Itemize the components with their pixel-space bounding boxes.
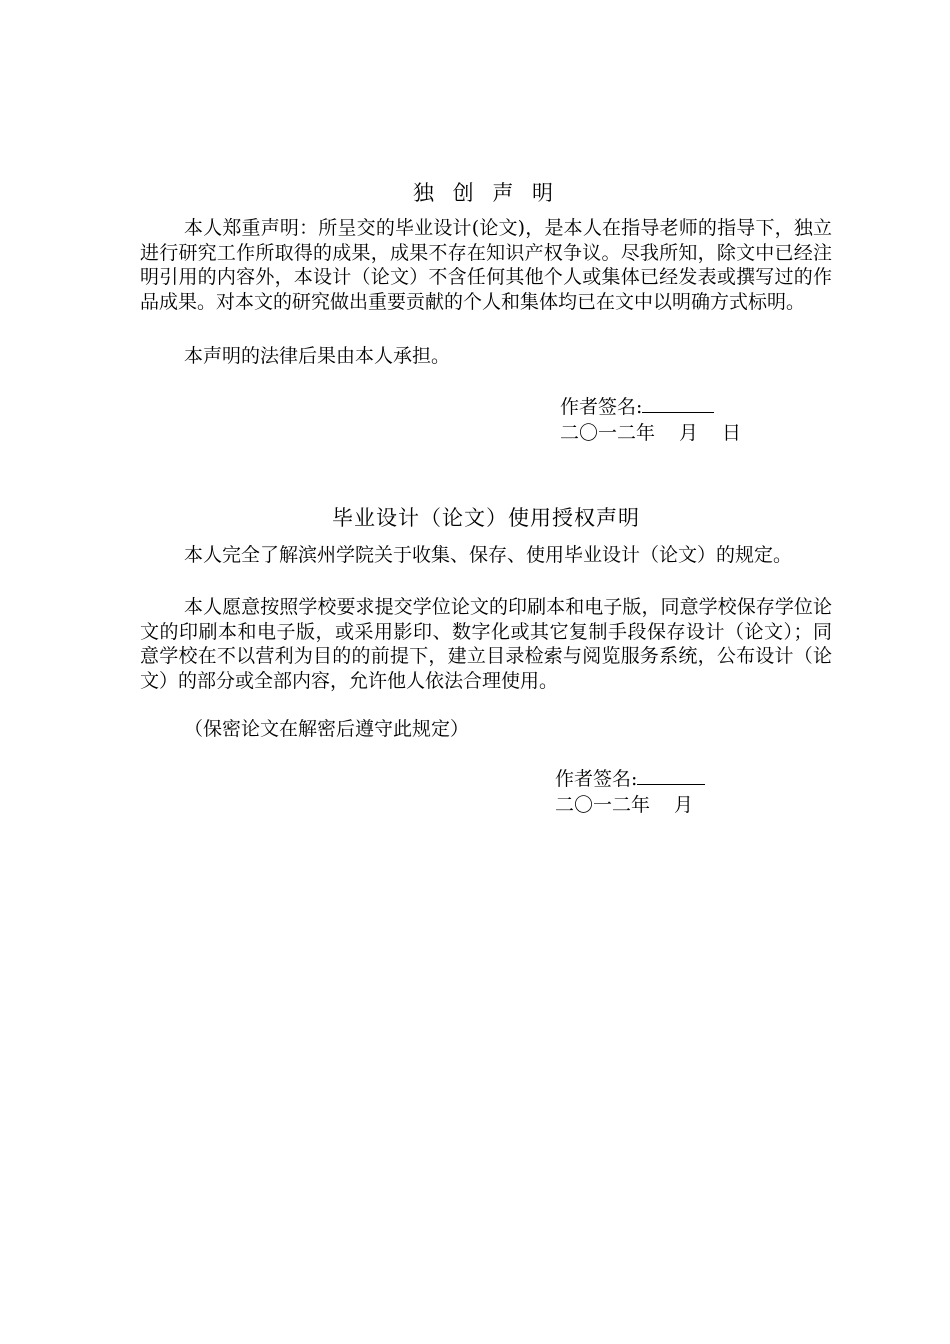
- legal-responsibility-paragraph: 本声明的法律后果由本人承担。: [184, 345, 451, 367]
- date-year: 二〇一二年: [560, 422, 656, 444]
- originality-declaration-paragraph: 本人郑重声明：所呈交的毕业设计(论文)，是本人在指导老师的指导下，独立进行研究工作所取得的成果，成果不存在知识产权争议。尽我所知，除文中已经注明引用的内容外，本设计（论文）不含任何其他个人或集体已经发表或撰写过的作品成果。对本文的研究做出重要贡献的个人和集体均已在文中以明确方式标明。: [140, 217, 832, 313]
- originality-declaration-title: 独 创 声 明: [412, 181, 560, 205]
- authorization-paragraph-2: 本人愿意按照学校要求提交学位论文的印刷本和电子版，同意学校保存学位论文的印刷本和电子版，或采用影印、数字化或其它复制手段保存设计（论文）；同意学校在不以营利为目的的前提下，建立目录检索与阅览服务系统，公布设计（论文）的部分或全部内容，允许他人依法合理使用。: [140, 596, 832, 692]
- signature-label: 作者签名:: [555, 768, 638, 790]
- signature-blank: [642, 396, 714, 413]
- confidential-note: （保密论文在解密后遵守此规定）: [184, 718, 470, 740]
- date-month: 月: [679, 422, 699, 444]
- declaration-signature-block: [560, 394, 741, 446]
- signature-line: [560, 394, 741, 420]
- signature-date: [560, 420, 741, 446]
- signature-line: [555, 766, 705, 792]
- authorization-paragraph-1: 本人完全了解滨州学院关于收集、保存、使用毕业设计（论文）的规定。: [184, 544, 793, 566]
- signature-blank: [637, 768, 705, 785]
- authorization-signature-block: [555, 766, 705, 818]
- signature-label: 作者签名:: [560, 396, 643, 418]
- date-month: 月: [674, 794, 694, 816]
- date-year: 二〇一二年: [555, 794, 651, 816]
- signature-date: [555, 792, 705, 818]
- date-day: 日: [722, 422, 742, 444]
- authorization-declaration-title: 毕业设计（论文）使用授权声明: [332, 506, 640, 530]
